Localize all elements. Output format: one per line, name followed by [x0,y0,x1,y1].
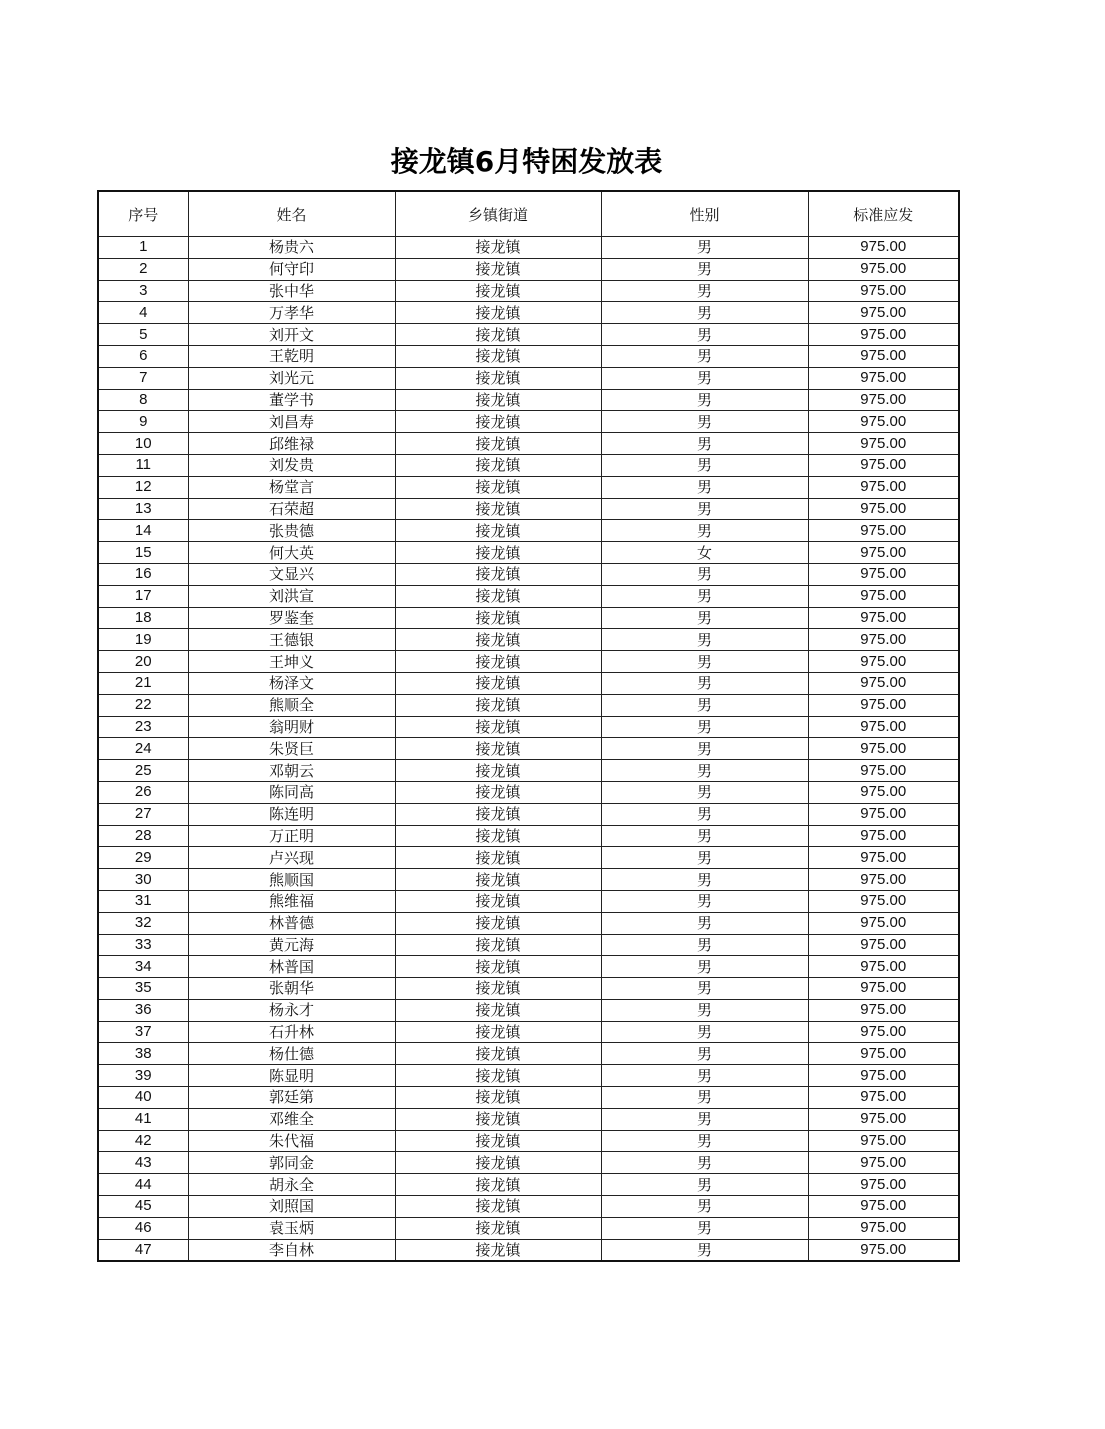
cell-serial-number: 41 [98,1108,188,1130]
table-row [98,803,959,825]
cell-standard-amount: 975.00 [808,651,959,673]
cell-serial-number: 5 [98,324,188,346]
table-row [98,280,959,302]
cell-township: 接龙镇 [395,542,601,564]
cell-township: 接龙镇 [395,258,601,280]
cell-standard-amount: 975.00 [808,890,959,912]
cell-standard-amount: 975.00 [808,476,959,498]
cell-standard-amount: 975.00 [808,324,959,346]
cell-standard-amount: 975.00 [808,934,959,956]
cell-serial-number: 35 [98,978,188,1000]
table-row [98,411,959,433]
cell-name: 熊顺全 [188,694,395,716]
cell-name: 卢兴现 [188,847,395,869]
cell-name: 邓朝云 [188,760,395,782]
cell-standard-amount: 975.00 [808,1174,959,1196]
cell-standard-amount: 975.00 [808,1130,959,1152]
cell-name: 王德银 [188,629,395,651]
cell-township: 接龙镇 [395,476,601,498]
cell-standard-amount: 975.00 [808,760,959,782]
cell-standard-amount: 975.00 [808,847,959,869]
cell-serial-number: 32 [98,912,188,934]
table-row [98,1174,959,1196]
cell-serial-number: 27 [98,803,188,825]
cell-gender: 男 [601,1152,808,1174]
cell-serial-number: 45 [98,1196,188,1218]
cell-serial-number: 17 [98,585,188,607]
cell-township: 接龙镇 [395,389,601,411]
cell-name: 刘光元 [188,367,395,389]
cell-gender: 男 [601,1239,808,1261]
cell-name: 朱贤巨 [188,738,395,760]
cell-gender: 男 [601,1174,808,1196]
cell-name: 陈同高 [188,781,395,803]
table-row [98,1021,959,1043]
cell-standard-amount: 975.00 [808,542,959,564]
cell-standard-amount: 975.00 [808,280,959,302]
cell-name: 郭同金 [188,1152,395,1174]
table-row [98,433,959,455]
table-row [98,585,959,607]
cell-serial-number: 8 [98,389,188,411]
cell-gender: 男 [601,629,808,651]
cell-township: 接龙镇 [395,1043,601,1065]
cell-gender: 男 [601,563,808,585]
table-row [98,934,959,956]
cell-name: 刘昌寿 [188,411,395,433]
cell-standard-amount: 975.00 [808,1087,959,1109]
cell-gender: 男 [601,607,808,629]
cell-name: 袁玉炳 [188,1217,395,1239]
cell-gender: 男 [601,389,808,411]
cell-township: 接龙镇 [395,781,601,803]
cell-township: 接龙镇 [395,869,601,891]
cell-name: 胡永全 [188,1174,395,1196]
cell-township: 接龙镇 [395,934,601,956]
cell-name: 罗鉴奎 [188,607,395,629]
table-row [98,454,959,476]
table-row [98,825,959,847]
cell-gender: 男 [601,825,808,847]
cell-serial-number: 29 [98,847,188,869]
cell-standard-amount: 975.00 [808,716,959,738]
cell-standard-amount: 975.00 [808,1021,959,1043]
cell-gender: 男 [601,803,808,825]
cell-gender: 男 [601,367,808,389]
cell-standard-amount: 975.00 [808,258,959,280]
cell-name: 刘开文 [188,324,395,346]
table-row [98,1239,959,1261]
table-row [98,389,959,411]
cell-name: 何大英 [188,542,395,564]
cell-serial-number: 40 [98,1087,188,1109]
cell-township: 接龙镇 [395,280,601,302]
cell-name: 张贵德 [188,520,395,542]
cell-township: 接龙镇 [395,999,601,1021]
cell-serial-number: 24 [98,738,188,760]
cell-gender: 男 [601,237,808,259]
table-row [98,1217,959,1239]
cell-name: 熊顺国 [188,869,395,891]
cell-standard-amount: 975.00 [808,389,959,411]
cell-serial-number: 4 [98,302,188,324]
cell-serial-number: 30 [98,869,188,891]
cell-gender: 男 [601,847,808,869]
cell-standard-amount: 975.00 [808,1217,959,1239]
cell-gender: 男 [601,978,808,1000]
cell-standard-amount: 975.00 [808,781,959,803]
cell-township: 接龙镇 [395,912,601,934]
cell-township: 接龙镇 [395,302,601,324]
table-row [98,847,959,869]
table-row [98,1196,959,1218]
table-row [98,694,959,716]
table-row [98,302,959,324]
cell-standard-amount: 975.00 [808,1043,959,1065]
cell-township: 接龙镇 [395,760,601,782]
cell-gender: 男 [601,1087,808,1109]
cell-standard-amount: 975.00 [808,607,959,629]
cell-standard-amount: 975.00 [808,302,959,324]
cell-gender: 男 [601,1130,808,1152]
cell-name: 林普国 [188,956,395,978]
cell-name: 文显兴 [188,563,395,585]
header-gender: 性别 [601,191,808,237]
cell-serial-number: 38 [98,1043,188,1065]
table-row [98,324,959,346]
cell-serial-number: 44 [98,1174,188,1196]
cell-gender: 男 [601,781,808,803]
cell-serial-number: 25 [98,760,188,782]
table-body [98,237,959,1262]
cell-serial-number: 1 [98,237,188,259]
cell-serial-number: 7 [98,367,188,389]
cell-township: 接龙镇 [395,825,601,847]
cell-township: 接龙镇 [395,1239,601,1261]
cell-gender: 男 [601,1065,808,1087]
cell-gender: 男 [601,345,808,367]
cell-gender: 男 [601,1217,808,1239]
cell-name: 邓维全 [188,1108,395,1130]
cell-serial-number: 3 [98,280,188,302]
cell-township: 接龙镇 [395,1152,601,1174]
cell-serial-number: 10 [98,433,188,455]
cell-gender: 男 [601,869,808,891]
cell-standard-amount: 975.00 [808,912,959,934]
table-row [98,781,959,803]
cell-township: 接龙镇 [395,367,601,389]
cell-serial-number: 33 [98,934,188,956]
cell-standard-amount: 975.00 [808,825,959,847]
cell-name: 杨堂言 [188,476,395,498]
cell-standard-amount: 975.00 [808,1108,959,1130]
cell-township: 接龙镇 [395,694,601,716]
table-row [98,956,959,978]
cell-serial-number: 16 [98,563,188,585]
table-row [98,760,959,782]
cell-standard-amount: 975.00 [808,433,959,455]
cell-serial-number: 2 [98,258,188,280]
cell-name: 林普德 [188,912,395,934]
cell-gender: 男 [601,585,808,607]
cell-serial-number: 34 [98,956,188,978]
cell-name: 杨永才 [188,999,395,1021]
cell-serial-number: 14 [98,520,188,542]
cell-gender: 男 [601,738,808,760]
table-row [98,651,959,673]
cell-standard-amount: 975.00 [808,956,959,978]
cell-standard-amount: 975.00 [808,1065,959,1087]
cell-serial-number: 22 [98,694,188,716]
cell-gender: 女 [601,542,808,564]
table-row [98,607,959,629]
cell-standard-amount: 975.00 [808,498,959,520]
cell-standard-amount: 975.00 [808,1152,959,1174]
cell-township: 接龙镇 [395,1196,601,1218]
cell-township: 接龙镇 [395,1217,601,1239]
header-name: 姓名 [188,191,395,237]
cell-township: 接龙镇 [395,1087,601,1109]
cell-name: 万正明 [188,825,395,847]
cell-serial-number: 31 [98,890,188,912]
cell-gender: 男 [601,672,808,694]
cell-serial-number: 21 [98,672,188,694]
cell-serial-number: 19 [98,629,188,651]
cell-serial-number: 37 [98,1021,188,1043]
cell-name: 黄元海 [188,934,395,956]
cell-standard-amount: 975.00 [808,520,959,542]
cell-standard-amount: 975.00 [808,803,959,825]
cell-serial-number: 13 [98,498,188,520]
cell-name: 杨贵六 [188,237,395,259]
cell-standard-amount: 975.00 [808,629,959,651]
cell-township: 接龙镇 [395,1065,601,1087]
cell-name: 万孝华 [188,302,395,324]
table-row [98,1065,959,1087]
table-row [98,672,959,694]
table-row [98,345,959,367]
cell-serial-number: 46 [98,1217,188,1239]
cell-standard-amount: 975.00 [808,978,959,1000]
table-row [98,1087,959,1109]
cell-gender: 男 [601,302,808,324]
table-row [98,869,959,891]
cell-township: 接龙镇 [395,563,601,585]
cell-name: 董学书 [188,389,395,411]
cell-serial-number: 15 [98,542,188,564]
cell-township: 接龙镇 [395,1174,601,1196]
table-row [98,498,959,520]
cell-serial-number: 9 [98,411,188,433]
table-row [98,476,959,498]
cell-serial-number: 6 [98,345,188,367]
table-row [98,1108,959,1130]
cell-standard-amount: 975.00 [808,1196,959,1218]
cell-serial-number: 43 [98,1152,188,1174]
cell-standard-amount: 975.00 [808,1239,959,1261]
cell-standard-amount: 975.00 [808,585,959,607]
cell-gender: 男 [601,433,808,455]
table-row [98,1130,959,1152]
cell-name: 石升林 [188,1021,395,1043]
cell-standard-amount: 975.00 [808,869,959,891]
cell-gender: 男 [601,1043,808,1065]
table-row [98,1152,959,1174]
cell-gender: 男 [601,694,808,716]
cell-name: 杨仕德 [188,1043,395,1065]
cell-serial-number: 20 [98,651,188,673]
cell-township: 接龙镇 [395,847,601,869]
cell-serial-number: 36 [98,999,188,1021]
table-row [98,738,959,760]
cell-serial-number: 26 [98,781,188,803]
cell-name: 陈显明 [188,1065,395,1087]
table-row [98,912,959,934]
cell-name: 刘发贵 [188,454,395,476]
cell-township: 接龙镇 [395,345,601,367]
cell-name: 李自林 [188,1239,395,1261]
cell-township: 接龙镇 [395,890,601,912]
cell-name: 王乾明 [188,345,395,367]
cell-township: 接龙镇 [395,1108,601,1130]
cell-standard-amount: 975.00 [808,411,959,433]
cell-name: 张朝华 [188,978,395,1000]
cell-name: 刘照国 [188,1196,395,1218]
cell-name: 王坤义 [188,651,395,673]
cell-standard-amount: 975.00 [808,999,959,1021]
cell-name: 石荣超 [188,498,395,520]
cell-standard-amount: 975.00 [808,237,959,259]
cell-gender: 男 [601,498,808,520]
cell-standard-amount: 975.00 [808,563,959,585]
cell-gender: 男 [601,999,808,1021]
cell-serial-number: 12 [98,476,188,498]
cell-township: 接龙镇 [395,672,601,694]
cell-township: 接龙镇 [395,716,601,738]
header-serial-number: 序号 [98,191,188,237]
cell-standard-amount: 975.00 [808,367,959,389]
cell-township: 接龙镇 [395,607,601,629]
cell-township: 接龙镇 [395,520,601,542]
cell-serial-number: 42 [98,1130,188,1152]
cell-standard-amount: 975.00 [808,694,959,716]
cell-serial-number: 23 [98,716,188,738]
table-row [98,520,959,542]
cell-township: 接龙镇 [395,738,601,760]
cell-name: 刘洪宣 [188,585,395,607]
header-township: 乡镇街道 [395,191,601,237]
disbursement-table [97,190,960,1262]
cell-township: 接龙镇 [395,585,601,607]
cell-gender: 男 [601,280,808,302]
cell-gender: 男 [601,651,808,673]
table-header-row [98,191,959,237]
cell-name: 郭廷第 [188,1087,395,1109]
table-row [98,978,959,1000]
table-row [98,716,959,738]
cell-name: 翁明财 [188,716,395,738]
cell-township: 接龙镇 [395,978,601,1000]
cell-serial-number: 18 [98,607,188,629]
cell-township: 接龙镇 [395,324,601,346]
cell-serial-number: 28 [98,825,188,847]
cell-township: 接龙镇 [395,1130,601,1152]
cell-township: 接龙镇 [395,411,601,433]
cell-gender: 男 [601,760,808,782]
cell-name: 何守印 [188,258,395,280]
cell-gender: 男 [601,956,808,978]
cell-township: 接龙镇 [395,956,601,978]
cell-standard-amount: 975.00 [808,672,959,694]
cell-serial-number: 47 [98,1239,188,1261]
table-row [98,258,959,280]
cell-name: 熊维福 [188,890,395,912]
cell-gender: 男 [601,324,808,346]
header-standard-amount: 标准应发 [808,191,959,237]
table-row [98,542,959,564]
document-title: 接龙镇6月特困发放表 [390,145,663,178]
table-row [98,999,959,1021]
cell-gender: 男 [601,1021,808,1043]
cell-gender: 男 [601,934,808,956]
cell-name: 邱维禄 [188,433,395,455]
table-row [98,563,959,585]
cell-township: 接龙镇 [395,1021,601,1043]
cell-standard-amount: 975.00 [808,738,959,760]
cell-standard-amount: 975.00 [808,454,959,476]
cell-name: 陈连明 [188,803,395,825]
cell-standard-amount: 975.00 [808,345,959,367]
cell-gender: 男 [601,520,808,542]
cell-gender: 男 [601,716,808,738]
cell-gender: 男 [601,476,808,498]
cell-gender: 男 [601,411,808,433]
cell-township: 接龙镇 [395,454,601,476]
cell-gender: 男 [601,912,808,934]
cell-township: 接龙镇 [395,629,601,651]
cell-gender: 男 [601,454,808,476]
cell-township: 接龙镇 [395,433,601,455]
cell-gender: 男 [601,258,808,280]
cell-gender: 男 [601,1108,808,1130]
table-row [98,1043,959,1065]
table-row [98,237,959,259]
cell-serial-number: 39 [98,1065,188,1087]
cell-township: 接龙镇 [395,498,601,520]
table-row [98,367,959,389]
cell-gender: 男 [601,890,808,912]
cell-township: 接龙镇 [395,803,601,825]
cell-gender: 男 [601,1196,808,1218]
table-row [98,890,959,912]
cell-name: 朱代福 [188,1130,395,1152]
cell-serial-number: 11 [98,454,188,476]
cell-township: 接龙镇 [395,237,601,259]
cell-name: 张中华 [188,280,395,302]
table-row [98,629,959,651]
cell-township: 接龙镇 [395,651,601,673]
cell-name: 杨泽文 [188,672,395,694]
